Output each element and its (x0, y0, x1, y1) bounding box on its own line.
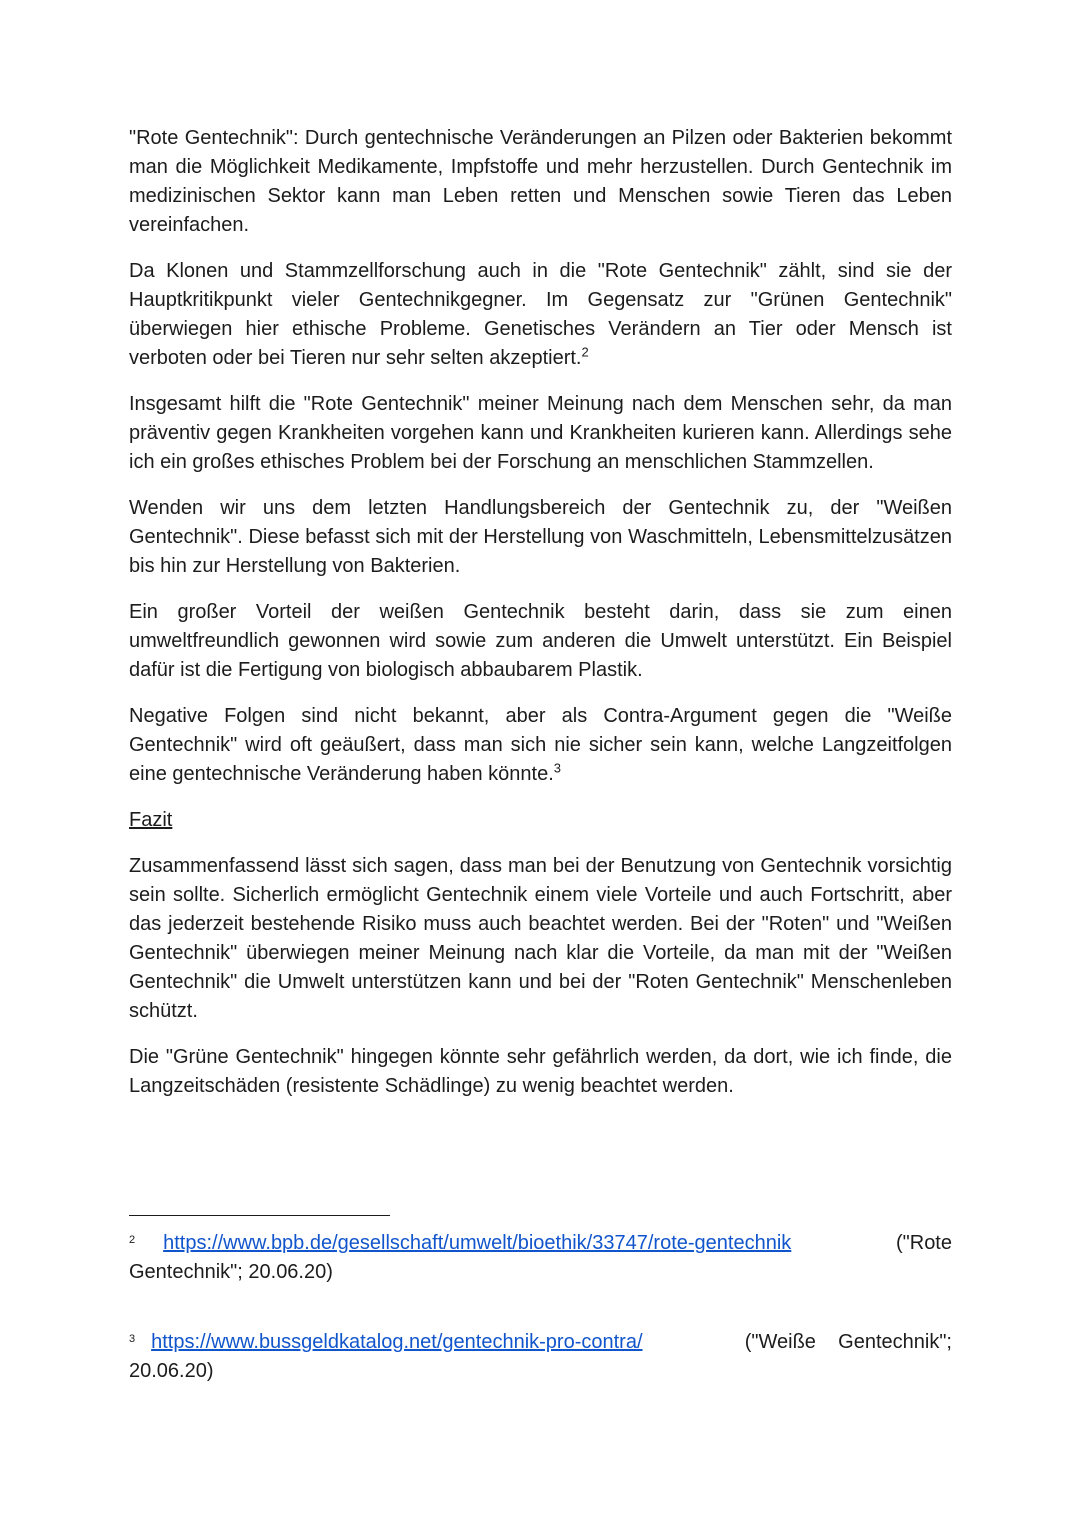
footnote-ref-2[interactable]: 2 (581, 344, 589, 360)
footnote-note-start: ("Rote (895, 1232, 952, 1254)
footnote-number: 2 (129, 1234, 136, 1246)
section-heading-fazit: Fazit (129, 809, 173, 831)
paragraph-weisse-intro: Wenden wir uns dem letzten Handlungsbereich der Gentechnik zu, der "Weißen Gentechnik". Diese befasst sich mit der Herstellung von Waschmitteln, Lebensmittelzusätzen bis hin zur Herstellung von Bakterien. (129, 497, 952, 577)
paragraph-klonen (129, 257, 952, 373)
document-body (129, 124, 952, 1118)
paragraph-conclusion-1: Zusammenfassend lässt sich sagen, dass man bei der Benutzung von Gentechnik vorsichtig sein sollte. Sicherlich ermöglicht Gentechnik einem viele Vorteile und auch Fortschritt, aber das jederzeit bestehende Risiko muss auch beachtet werden. Bei der "Roten" und "Weißen Gentechnik" überwiegen meiner Meinung nach klar die Vorteile, da man mit der "Weißen Gentechnik" die Umwelt unterstützen kann und bei der "Roten Gentechnik" Menschenleben schützt. (129, 855, 952, 1022)
paragraph-conclusion-2: Die "Grüne Gentechnik" hingegen könnte sehr gefährlich werden, da dort, wie ich finde, die Langzeitschäden (resistente Schädlinge) zu wenig beachtet werden. (129, 1046, 952, 1097)
footnote-note-end: Gentechnik"; 20.06.20) (129, 1261, 333, 1283)
footnote-link-bussgeldkatalog[interactable]: https://www.bussgeldkatalog.net/gentechnik-pro-contra/ (151, 1331, 643, 1353)
footnote-3 (129, 1325, 952, 1386)
paragraph-weisse-vorteil: Ein großer Vorteil der weißen Gentechnik besteht darin, dass sie zum einen umweltfreundlich gewonnen wird sowie zum anderen die Umwelt unterstützt. Ein Beispiel dafür ist die Fertigung von biologisch abbaubarem Plastik. (129, 601, 952, 681)
paragraph-rote-fazit: Insgesamt hilft die "Rote Gentechnik" meiner Meinung nach dem Menschen sehr, da man präventiv gegen Krankheiten vorgehen kann und Krankheiten kurieren kann. Allerdings sehe ich ein großes ethisches Problem bei der Forschung an menschlichen Stammzellen. (129, 393, 952, 473)
paragraph-weisse-contra-text: Negative Folgen sind nicht bekannt, aber als Contra-Argument gegen die "Weiße Gentechnik" wird oft geäußert, dass man sich nie sicher sein kann, welche Langzeitfolgen eine gentechnische Veränderung haben könnte. (129, 705, 952, 785)
paragraph-weisse-contra (129, 702, 952, 789)
footnote-note-end: 20.06.20) (129, 1360, 214, 1382)
footnote-ref-3[interactable]: 3 (553, 760, 562, 776)
footnote-separator (129, 1215, 390, 1216)
footnote-note-start: ("Weiße Gentechnik"; (744, 1331, 952, 1353)
footnote-2 (129, 1226, 952, 1287)
footnote-number: 3 (129, 1333, 136, 1345)
footnote-link-bpb[interactable]: https://www.bpb.de/gesellschaft/umwelt/bioethik/33747/rote-gentechnik (163, 1232, 792, 1254)
paragraph-klonen-text: Da Klonen und Stammzellforschung auch in die "Rote Gentechnik" zählt, sind sie der Hauptkritikpunkt vieler Gentechnikgegner. Im Gegensatz zur "Grünen Gentechnik" überwiegen hier ethische Probleme. Genetisches Verändern an Tier oder Mensch ist verboten oder bei Tieren nur sehr selten akzeptiert. (129, 260, 952, 369)
paragraph-rote-gentechnik-intro: "Rote Gentechnik": Durch gentechnische Veränderungen an Pilzen oder Bakterien bekommt man die Möglichkeit Medikamente, Impfstoffe und mehr herzustellen. Durch Gentechnik im medizinischen Sektor kann man Leben retten und Menschen sowie Tieren das Leben vereinfachen. (129, 127, 952, 236)
